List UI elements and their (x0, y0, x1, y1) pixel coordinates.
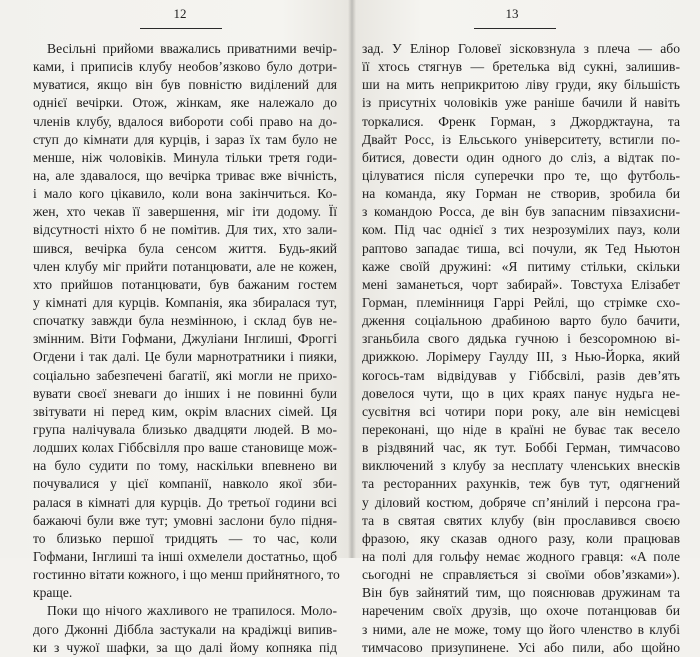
text-line: хто прийшов потанцювати, був бажаним гостем (33, 276, 337, 292)
text-line: і мало кого цікавило, коли вона закінчиться. Ко- (33, 186, 337, 202)
text-line: відсутності ніхто б не помітив. Для тих, хто зали- (33, 222, 337, 238)
text-line: цілуватися після суперечки про те, що футболь- (362, 167, 680, 183)
text-line: вувати своєї зневаги до інших і не повинні були (33, 385, 337, 401)
text-line: звітувати ні перед ким, окрім власних сімей. Ця (33, 403, 337, 419)
text-line: дження соціальною драбиною варто було бачити, (362, 313, 680, 329)
header-rule (474, 28, 556, 29)
text-line: Весільні прийоми вважались приватними вечір- (47, 41, 337, 56)
text-line: однієї вечірки. Отож, жінкам, яке належало до (33, 95, 337, 111)
text-line: з ними, але не може, тому що його членство в клубі (362, 621, 680, 637)
text-line: та в святая святих клубу (він прославився своєю (362, 512, 680, 528)
text-line: ком. Під час однієї з тих незрозумілих пауз, коли (362, 222, 680, 238)
text-line: на команда, яку Горман не створив, зробила би (362, 186, 680, 202)
text-line: ступ до кімнати для курців, і зараз їх там було не (33, 131, 337, 147)
text-line: виключений з клубу за несплату членських внесків (362, 458, 680, 474)
text-line: жен, хто чекав її завершення, міг іти додому. Її (33, 204, 337, 220)
text-line: сьогодні не справляється зі своїми обов’язками»). (362, 567, 680, 583)
text-line: змінним. Віти Гофмани, Джуліани Інглиші, Фроггі (33, 331, 337, 347)
text-line: мені заманеться, чорт забирай». Товстуха Елізабет (362, 276, 680, 292)
text-line: переконані, що ніде в країні не буває так весело (362, 421, 680, 437)
text-line: бажаючі були вже тут; умовні заслони було підня- (33, 512, 337, 528)
text-line: тимчасово призупинене. Усі або пили, або щойно (362, 639, 680, 655)
text-line: в різдвяний час, як тут. Боббі Герман, тимчасово (362, 440, 680, 456)
text-line: ши на мить неприкритою ліву груди, яку більшість (362, 77, 680, 93)
page-number: 13 (505, 6, 519, 21)
text-line: муватися, якщо він був повністю виділений для (33, 77, 337, 93)
text-line: лодших колах Гіббсвілля про ваше становище мож- (33, 440, 337, 456)
text-line: менше, ніж чоловіків. Минула тільки третя годи- (33, 149, 337, 165)
text-line: у діловий костюм, добряче сп’янілий і персона гра- (362, 494, 680, 510)
right-page (352, 0, 700, 655)
text-line: зганьбила свого дядька гучною і безсоромною ві- (362, 331, 680, 347)
text-line: ками, і приписів клубу необов’язково було дотри- (33, 59, 337, 75)
text-line: гостинно вітати кожного, і що менш прийнятного, то (33, 567, 340, 583)
text-line: членів клубу, вдалося вибороти собі право на до- (33, 113, 337, 129)
text-line: Поки що нічого жахливого не трапилося. Моло- (47, 603, 337, 619)
text-line: член клубу міг прийти потанцювати, але не кожен, (33, 258, 337, 274)
text-line: та ресторанних рахунків, теж був тут, одягнений (362, 476, 680, 492)
text-line: фразою, яку сказав одного разу, коли працював (362, 530, 680, 546)
text-line: у кімнаті для курців. Компанія, яка збиралася тут, (33, 294, 337, 310)
text-line: на полі для гольфу немає жодного гравця: «А поле (362, 548, 680, 564)
text-line: Він був зайнятий тим, що пояснював дружинам та (362, 585, 680, 601)
text-line: група налічувала близько двадцяти людей. В мо- (33, 421, 337, 437)
text-line: сусвітня всі чотири пори року, але він немісцеві (362, 403, 680, 419)
text-line: Двайт Росс, із Ельського університету, встигли по- (362, 131, 680, 147)
text-line: то близько першої тридцять — то час, коли (33, 530, 337, 546)
page-number: 12 (173, 6, 187, 21)
book-gutter (348, 0, 356, 558)
text-line: спочатку завжди була незмінною, і склад був не- (33, 313, 337, 329)
text-line: дого Джонні Діббла застукали на крадіжці випив- (33, 621, 337, 637)
text-line: когось-там відвідував у Гіббсвілі, разів дев’ять (362, 367, 680, 383)
text-line: ки з чужої шафки, за що далі йому копняка під (33, 639, 337, 655)
text-line: із присутніх чоловіків уже раніше бачили й навіть (362, 95, 680, 111)
text-line: раптово западає тиша, всі почули, як Тед Ньютон (362, 240, 680, 256)
text-line: її хтось стягнув — бретелька від сукні, залишив- (362, 59, 680, 75)
text-line: довелося чути, що в цих краях панує нудьга не- (362, 385, 680, 401)
text-line: битися, довести один одного до сліз, а відтак по- (362, 149, 680, 165)
text-line: дрижкою. Лорімеру Гаулду III, з Нью-Йорка, який (362, 349, 680, 365)
header-rule (140, 28, 222, 29)
text-line: Гофмани, Інглиші та інші охмелели достатньо, щоб (33, 548, 337, 564)
text-line: нареченим своїх друзів, що охоче потанцював би (362, 603, 680, 619)
text-line: соціально забезпечені багатії, які могли не прихо- (33, 367, 337, 383)
text-line: торкалися. Френк Горман, з Джорджтауна, та (362, 113, 680, 129)
page-text (362, 40, 680, 657)
text-line: на, але здавалося, що вечірка триває вже вічність, (33, 167, 337, 183)
text-line: шився, вечірка була сенсом життя. Будь-який (33, 240, 337, 256)
text-line: каже своїй дружині: «Я питиму стільки, скільки (362, 258, 680, 274)
text-line: з командою Росса, де він був запасним півзахисни- (362, 204, 680, 220)
text-line: Огдени і так далі. Це були марнотратники і пияки, (33, 349, 337, 365)
page-text (33, 40, 340, 657)
text-line: краще. (33, 585, 73, 601)
text-line: ралася в кімнаті для курців. До третьої години всі (33, 494, 337, 510)
text-line: Горман, племінниця Гаррі Рейлі, що стрімке схо- (362, 294, 680, 310)
text-line: на було судити по тому, наскільки впевнено ви (33, 458, 337, 474)
text-line: почувалися у цієї компанії, навколо якої зби- (33, 476, 337, 492)
text-line: зад. У Елінор Головеї зісковзнула з плеча — або (362, 41, 680, 56)
